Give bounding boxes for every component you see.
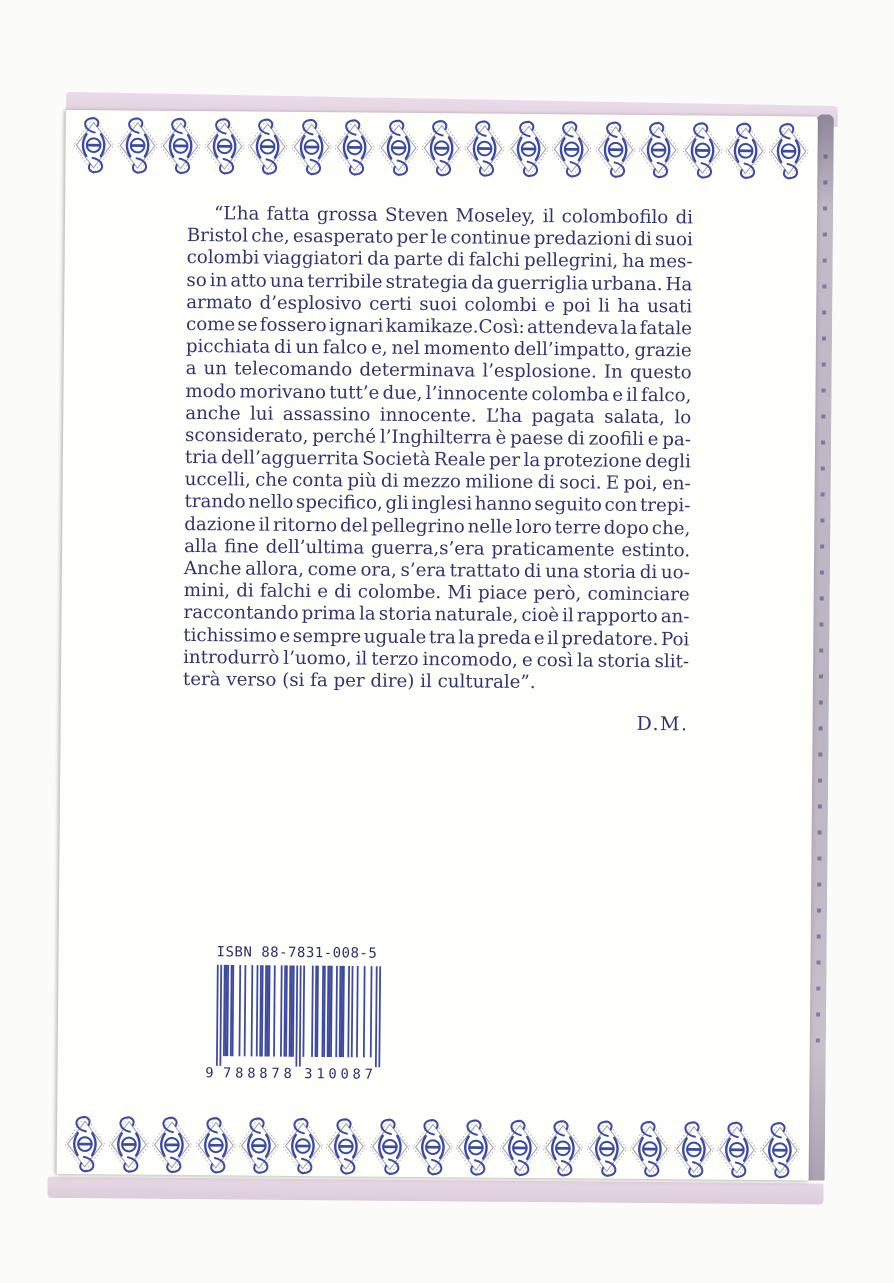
svg-text:7: 7 xyxy=(271,1065,280,1082)
barcode-digit-lead: 9 xyxy=(205,1065,214,1082)
ornament-icon xyxy=(378,117,419,179)
ornament-icon xyxy=(326,1115,367,1177)
blurb-line: sconsiderato, perché l’Inghilterra è paese di zoofili e pa- xyxy=(185,424,692,451)
blurb-line: introdurrò l’uomo, il terzo incomodo, e così la storia slit- xyxy=(183,646,690,673)
ornament-icon xyxy=(369,1116,410,1178)
blurb-line: trando nello specifico, gli inglesi hanno seguito con trepi- xyxy=(184,491,691,517)
ornament-icon xyxy=(65,1113,106,1175)
svg-text:8: 8 xyxy=(259,1065,268,1082)
attribution: D.M. xyxy=(636,712,689,736)
ornament-icon xyxy=(117,114,158,176)
svg-text:0: 0 xyxy=(340,1066,349,1083)
ornament-icon xyxy=(630,1118,671,1180)
ornament-icon xyxy=(725,120,766,182)
ornament-icon xyxy=(282,1115,323,1177)
ornament-icon xyxy=(760,1119,801,1181)
blurb-line: armato d’esplosivo certi suoi colombi e poi li ha usati xyxy=(186,291,693,318)
ornament-icon xyxy=(499,1117,540,1179)
ean13-barcode-bars xyxy=(203,961,383,1083)
blurb-line: “L’ha fatta grossa Steven Moseley, il colombofilo di xyxy=(213,203,694,229)
svg-text:1: 1 xyxy=(316,1066,325,1083)
blurb-line: uccelli, che conta più di mezzo milione di soci. E poi, en- xyxy=(184,469,691,495)
svg-text:8: 8 xyxy=(283,1065,292,1082)
ornament-icon xyxy=(769,120,810,182)
ornament-icon xyxy=(204,115,245,177)
ornament-icon xyxy=(552,118,593,180)
svg-text:0: 0 xyxy=(328,1066,337,1083)
blurb-text xyxy=(183,203,693,696)
blurb-line: so in atto una terribile strategia da guerriglia urbana. Ha xyxy=(186,269,693,295)
blurb-line: terà verso (si fa per dire) il culturale”. xyxy=(182,668,536,693)
ornament-icon xyxy=(195,1114,236,1176)
svg-text:3: 3 xyxy=(304,1066,313,1083)
blurb-line: tichissimo e sempre uguale tra la preda e il predatore. Poi xyxy=(183,624,690,650)
ornament-icon xyxy=(74,114,115,176)
blurb-line: raccontando prima la storia naturale, cioè il rapporto an- xyxy=(183,602,690,628)
svg-text:8: 8 xyxy=(235,1065,244,1082)
ornament-border-top xyxy=(70,113,813,183)
ornament-icon xyxy=(682,119,723,181)
ornament-icon xyxy=(109,1113,150,1175)
ornament-icon xyxy=(152,1114,193,1176)
svg-text:8: 8 xyxy=(352,1066,361,1083)
blurb-line: come se fossero ignari kamikaze.Così: attendeva la fatale xyxy=(185,313,693,340)
ornament-icon xyxy=(421,117,462,179)
isbn-barcode xyxy=(203,944,394,1083)
ornament-icon xyxy=(239,1114,280,1176)
svg-text:8: 8 xyxy=(247,1065,256,1082)
isbn-label: ISBN 88-7831-008-5 xyxy=(216,944,378,962)
blurb-line: dazione il ritorno del pellegrino nelle loro terre dopo che, xyxy=(184,513,691,540)
blurb-line: a un telecomando determinava l’esplosione. In questo xyxy=(185,358,692,384)
blurb-line: anche lui assassino innocente. L’ha pagata salata, lo xyxy=(185,402,692,429)
ornament-icon xyxy=(673,1118,714,1180)
blurb-line: mini, di falchi e di colombe. Mi piace però, cominciare xyxy=(183,580,690,606)
svg-text:7: 7 xyxy=(222,1065,232,1082)
ornament-border-bottom xyxy=(62,1112,805,1182)
ornament-icon xyxy=(638,119,679,181)
book-back-cover xyxy=(56,92,834,1205)
blurb-line: Anche allora, come ora, s’era trattato di una storia di uo- xyxy=(183,557,690,584)
blurb-line: Bristol che, esasperato per le continue predazioni di suoi xyxy=(186,225,693,251)
ornament-icon xyxy=(717,1119,758,1181)
cover-surface xyxy=(57,110,818,1181)
ornament-icon xyxy=(586,1117,627,1179)
ornament-icon xyxy=(456,1116,497,1178)
ornament-icon xyxy=(595,119,636,181)
ornament-icon xyxy=(334,116,375,178)
blurb-line: alla fine dell’ultima guerra,s’era praticamente estinto. xyxy=(184,535,691,562)
blurb-line: colombi viaggiatori da parte di falchi pellegrini, ha mes- xyxy=(186,247,693,273)
ornament-icon xyxy=(291,116,332,178)
ornament-icon xyxy=(413,1116,454,1178)
blurb-line: tria dell’agguerrita Società Reale per la protezione degli xyxy=(184,447,691,473)
blurb-line: modo morivano tutt’e due, l’innocente colomba e il falco, xyxy=(185,380,692,406)
ornament-icon xyxy=(248,116,289,178)
ornament-icon xyxy=(465,117,506,179)
ornament-icon xyxy=(161,115,202,177)
blurb-line: picchiata di un falco e, nel momento dell’impatto, grazie xyxy=(185,336,692,362)
svg-text:7: 7 xyxy=(364,1066,374,1083)
ornament-icon xyxy=(508,118,549,180)
ornament-icon xyxy=(543,1117,584,1179)
